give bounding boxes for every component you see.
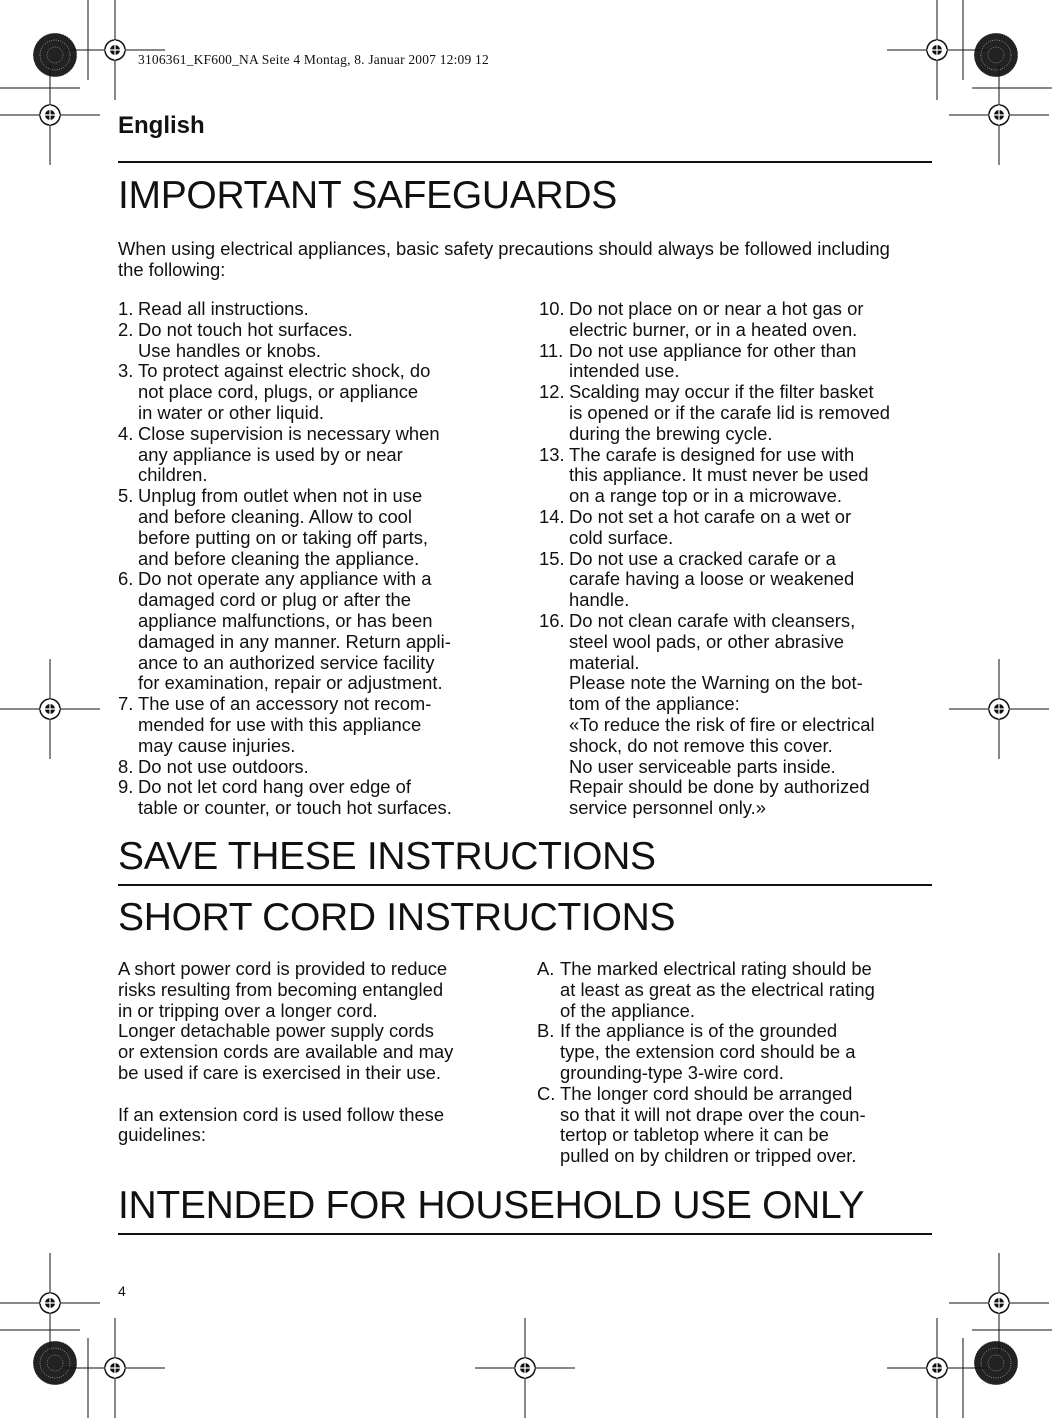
list-item [118,757,498,778]
list-item [118,694,498,756]
list-item [118,361,498,423]
safeguards-right-column [539,299,931,819]
save-rule [118,884,932,886]
item-text: Do not let cord hang over edge of table or counter, or touch hot surfaces. [138,776,452,819]
safeguards-title: IMPORTANT SAFEGUARDS [118,174,617,217]
item-text: Do not clean carafe with cleansers, steel wool pads, or other abrasive material. Please note the Warning on the bot- tom of the appliance: «To reduce the risk of fire or electrical shock, do not remove this cover. No user serviceable parts inside. Repair should be done by authorized service personnel only.» [569,609,875,819]
item-number: 9. [118,776,139,798]
item-number: 10. [539,298,570,319]
short-cord-right-column [537,959,937,1167]
item-number: 16. [539,609,570,631]
item-number: 11. [539,339,569,361]
page-number: 4 [118,1283,126,1299]
list-item [539,549,931,611]
item-number: 7. [118,693,139,715]
household-use-title: INTENDED FOR HOUSEHOLD USE ONLY [118,1184,865,1227]
item-text: The longer cord should be arranged so that it will not drape over the coun- tertop or tabletop where it can be pulled on by children or tripped over. [560,1082,866,1167]
item-text: Unplug from outlet when not in use and before cleaning. Allow to cool before putting on or taking off parts, and before cleaning the appliance. [138,485,429,569]
item-text: Do not use appliance for other than intended use. [569,339,857,382]
item-text: Do not place on or near a hot gas or electric burner, or in a heated oven. [569,298,864,340]
list-item [537,1084,937,1167]
save-instructions-title: SAVE THESE INSTRUCTIONS [118,835,656,878]
item-number: 13. [539,443,570,465]
list-item [118,569,498,694]
item-text: To protect against electric shock, do not place cord, plugs, or appliance in water or other liquid. [138,360,431,423]
short-cord-title: SHORT CORD INSTRUCTIONS [118,896,676,939]
list-item [539,382,931,444]
household-rule [118,1233,932,1235]
item-number: 14. [539,505,570,527]
list-item [118,299,498,320]
short-cord-paragraph: A short power cord is provided to reduce risks resulting from becoming entangled in or tripping over a longer cord. Longer detachable power supply cords or extension cords are available and may be used if care is exercised in their use. [118,958,454,1083]
item-number: 6. [118,568,139,590]
item-number: 1. [118,298,139,319]
list-item [539,445,931,507]
safeguards-intro: When using electrical appliances, basic safety precautions should always be followed including the following: [118,238,890,280]
item-text: Read all instructions. [138,298,309,319]
item-text: Scalding may occur if the filter basket is opened or if the carafe lid is removed during the brewing cycle. [569,381,890,444]
item-text: Do not set a hot carafe on a wet or cold surface. [569,505,852,548]
safeguards-left-column [118,299,498,819]
item-number: B. [537,1020,560,1042]
list-item [539,341,931,383]
item-text: Do not use outdoors. [138,755,309,777]
item-text: The marked electrical rating should be at least as great as the electrical rating of the appliance. [560,958,875,1021]
item-text: Do not use a cracked carafe or a carafe having a loose or weakened handle. [569,547,855,611]
item-text: The use of an accessory not recom- mended for use with this appliance may cause injuries. [138,693,432,756]
list-item [118,320,498,362]
item-number: 3. [118,360,139,382]
list-item [537,959,937,1021]
print-slug: 3106361_KF600_NA Seite 4 Montag, 8. Januar 2007 12:09 12 [138,52,489,67]
short-cord-left-column [118,959,518,1146]
short-cord-guidelines-intro: If an extension cord is used follow these guidelines: [118,1103,445,1146]
list-item [118,424,498,486]
item-text: Do not touch hot surfaces. Use handles or knobs. [138,318,353,361]
language-label: English [118,112,205,139]
item-number: C. [537,1082,561,1104]
item-number: 4. [118,422,139,444]
list-item [537,1021,937,1083]
list-item [118,486,498,569]
list-item [539,299,931,341]
list-item [539,507,931,549]
item-number: A. [537,958,560,979]
item-number: 8. [118,755,139,777]
list-item [539,611,931,819]
item-text: Close supervision is necessary when any appliance is used by or near children. [138,422,440,486]
item-number: 15. [539,547,570,569]
item-number: 12. [539,381,570,403]
list-item [118,777,498,819]
item-text: If the appliance is of the grounded type, the extension cord should be a grounding-type 3-wire cord. [560,1020,856,1083]
top-rule [118,161,932,163]
item-text: Do not operate any appliance with a damaged cord or plug or after the appliance malfunctions, or has been damaged in any manner. Return appli- ance to an authorized service facility for examination, repair or adjustment. [138,568,451,694]
item-number: 5. [118,485,139,507]
item-text: The carafe is designed for use with this appliance. It must never be used on a range top or in a microwave. [569,443,869,507]
item-number: 2. [118,318,139,340]
